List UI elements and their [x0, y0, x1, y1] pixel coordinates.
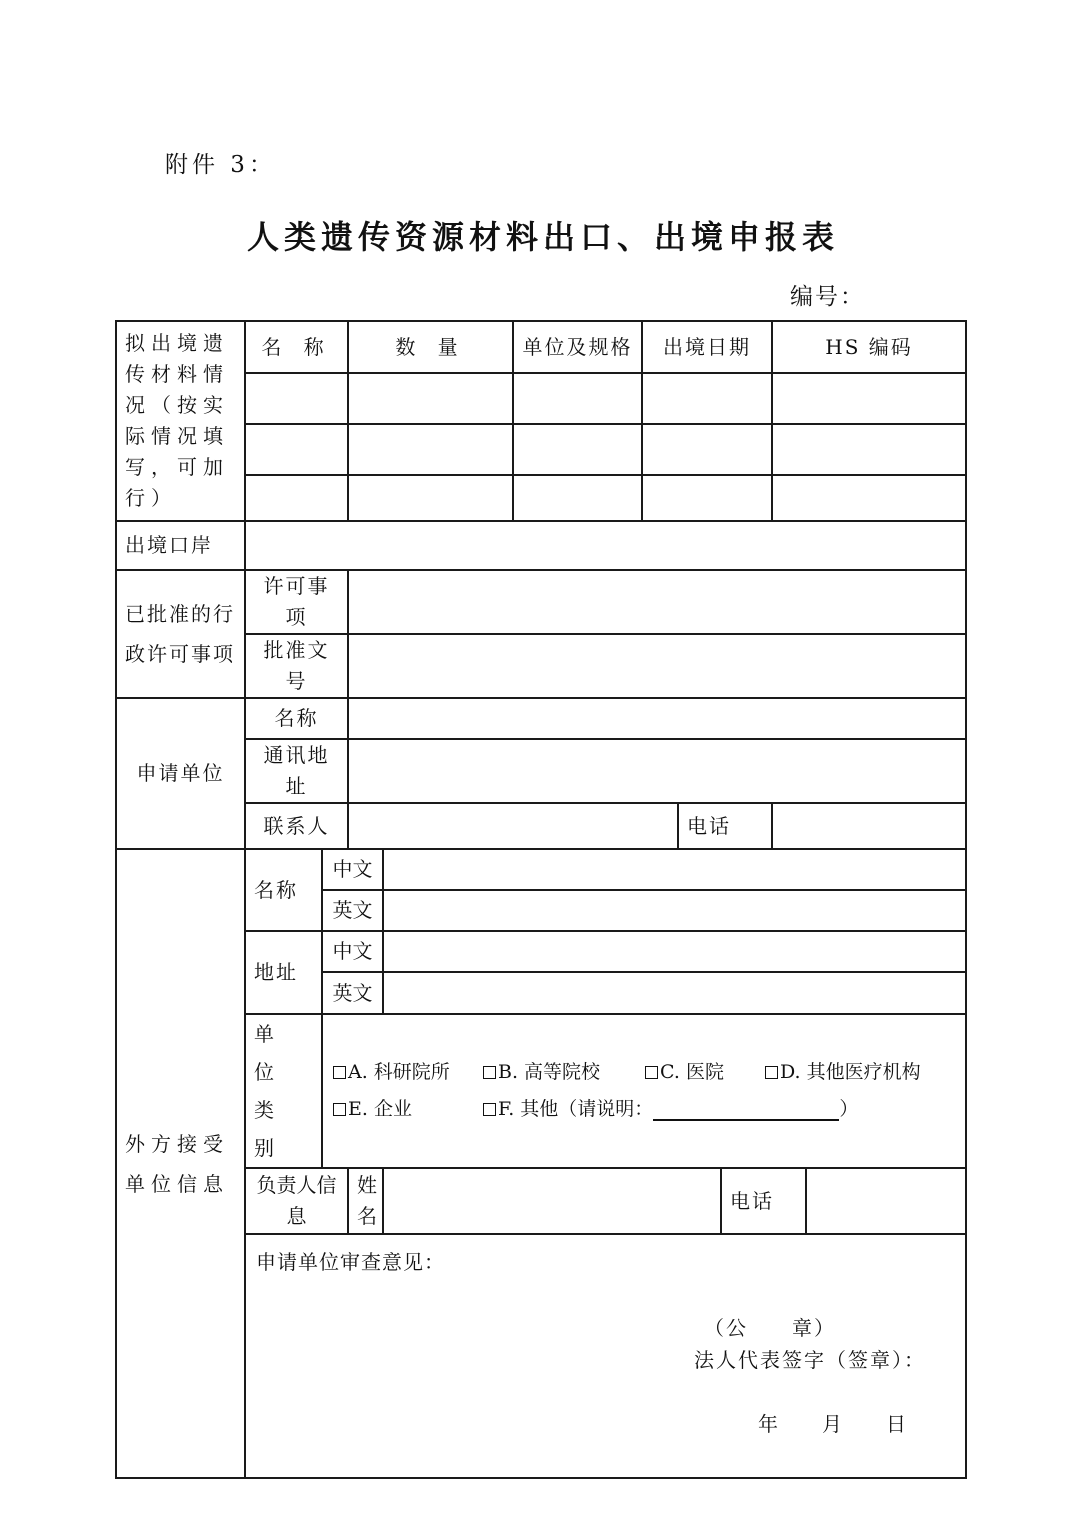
- unit-type-option[interactable]: B. 高等院校: [483, 1054, 635, 1091]
- declaration-form-table: [115, 320, 967, 1479]
- foreign-address-en-input[interactable]: [383, 972, 966, 1014]
- col-date-header: 出境日期: [642, 321, 772, 373]
- material-quantity-cell[interactable]: [348, 424, 513, 475]
- approved-row-label: 已批准的行政许可事项: [116, 570, 245, 698]
- foreign-row-label: 外方接受单位信息: [116, 849, 245, 1478]
- applicant-contact-input[interactable]: [348, 803, 678, 849]
- material-name-cell[interactable]: [245, 475, 348, 521]
- material-hs-cell[interactable]: [772, 475, 966, 521]
- permit-item-label: 许可事项: [245, 570, 348, 634]
- col-unit-header: 单位及规格: [513, 321, 642, 373]
- port-input[interactable]: [245, 521, 966, 570]
- foreign-name-cn-row: [116, 849, 966, 890]
- unit-type-option[interactable]: E. 企业: [333, 1091, 473, 1128]
- checkbox-icon[interactable]: [765, 1066, 778, 1079]
- applicant-address-label: 通讯地址: [245, 739, 348, 803]
- material-date-cell[interactable]: [642, 475, 772, 521]
- permit-item-input[interactable]: [348, 570, 966, 634]
- material-hs-cell[interactable]: [772, 424, 966, 475]
- checkbox-icon[interactable]: [483, 1066, 496, 1079]
- chinese-label: 中文: [322, 931, 383, 972]
- person-name-input[interactable]: [383, 1168, 721, 1234]
- col-name-header: 名 称: [245, 321, 348, 373]
- port-row: [116, 521, 966, 570]
- english-label: 英文: [322, 972, 383, 1014]
- applicant-phone-input[interactable]: [772, 803, 966, 849]
- month-label: 月: [822, 1412, 842, 1436]
- chinese-label: 中文: [322, 849, 383, 890]
- close-paren: ）: [839, 1098, 859, 1120]
- approved-item-row: [116, 570, 966, 634]
- applicant-name-label: 名称: [245, 698, 348, 739]
- applicant-row-label: 申请单位: [116, 698, 245, 849]
- material-quantity-cell[interactable]: [348, 373, 513, 424]
- other-explanation-input[interactable]: [653, 1099, 839, 1121]
- material-name-cell[interactable]: [245, 424, 348, 475]
- review-date: [758, 1409, 906, 1440]
- material-name-cell[interactable]: [245, 373, 348, 424]
- attachment-label: 附件 3：: [165, 152, 276, 178]
- approval-doc-label: 批准文号: [245, 634, 348, 698]
- person-phone-label: 电话: [721, 1168, 806, 1234]
- applicant-contact-label: 联系人: [245, 803, 348, 849]
- applicant-phone-label: 电话: [678, 803, 772, 849]
- foreign-address-cn-input[interactable]: [383, 931, 966, 972]
- foreign-name-en-input[interactable]: [383, 890, 966, 931]
- col-hs-header: HS 编码: [772, 321, 966, 373]
- checkbox-icon[interactable]: [333, 1103, 346, 1116]
- checkbox-icon[interactable]: [483, 1103, 496, 1116]
- year-label: 年: [758, 1412, 778, 1436]
- person-phone-input[interactable]: [806, 1168, 966, 1234]
- material-date-cell[interactable]: [642, 373, 772, 424]
- col-quantity-header: 数 量: [348, 321, 513, 373]
- materials-row-label: 拟出境遗传材料情况（按实际情况填写，可加行）: [116, 321, 245, 521]
- unit-type-option[interactable]: F. 其他（请说明：: [483, 1091, 653, 1128]
- approval-doc-input[interactable]: [348, 634, 966, 698]
- foreign-name-cn-input[interactable]: [383, 849, 966, 890]
- checkbox-icon[interactable]: [645, 1066, 658, 1079]
- person-name-label: 姓名: [348, 1168, 383, 1234]
- applicant-address-input[interactable]: [348, 739, 966, 803]
- material-date-cell[interactable]: [642, 424, 772, 475]
- unit-type-option[interactable]: D. 其他医疗机构: [765, 1054, 921, 1091]
- material-quantity-cell[interactable]: [348, 475, 513, 521]
- foreign-address-label: 地址: [245, 931, 322, 1014]
- review-label: 申请单位审查意见：: [256, 1250, 445, 1274]
- serial-number-label: 编号：: [790, 284, 865, 310]
- applicant-name-input[interactable]: [348, 698, 966, 739]
- checkbox-icon[interactable]: [333, 1066, 346, 1079]
- port-label: 出境口岸: [116, 521, 245, 570]
- day-label: 日: [886, 1412, 906, 1436]
- material-unit-cell[interactable]: [513, 373, 642, 424]
- review-section[interactable]: [245, 1234, 966, 1478]
- material-unit-cell[interactable]: [513, 475, 642, 521]
- official-seal-label: （公 章）: [704, 1316, 836, 1340]
- legal-rep-signature-label: 法人代表签字（签章）：: [694, 1348, 926, 1372]
- unit-type-options: [322, 1014, 966, 1168]
- applicant-name-row: [116, 698, 966, 739]
- materials-header-row: [116, 321, 966, 373]
- form-title: 人类遗传资源材料出口、出境申报表: [246, 218, 839, 256]
- unit-type-label: 单位类别: [245, 1014, 322, 1168]
- material-hs-cell[interactable]: [772, 373, 966, 424]
- foreign-name-label: 名称: [245, 849, 322, 931]
- unit-type-option[interactable]: C. 医院: [645, 1054, 755, 1091]
- english-label: 英文: [322, 890, 383, 931]
- material-unit-cell[interactable]: [513, 424, 642, 475]
- unit-type-option[interactable]: A. 科研院所: [333, 1054, 473, 1091]
- person-info-label: 负责人信息: [245, 1168, 348, 1234]
